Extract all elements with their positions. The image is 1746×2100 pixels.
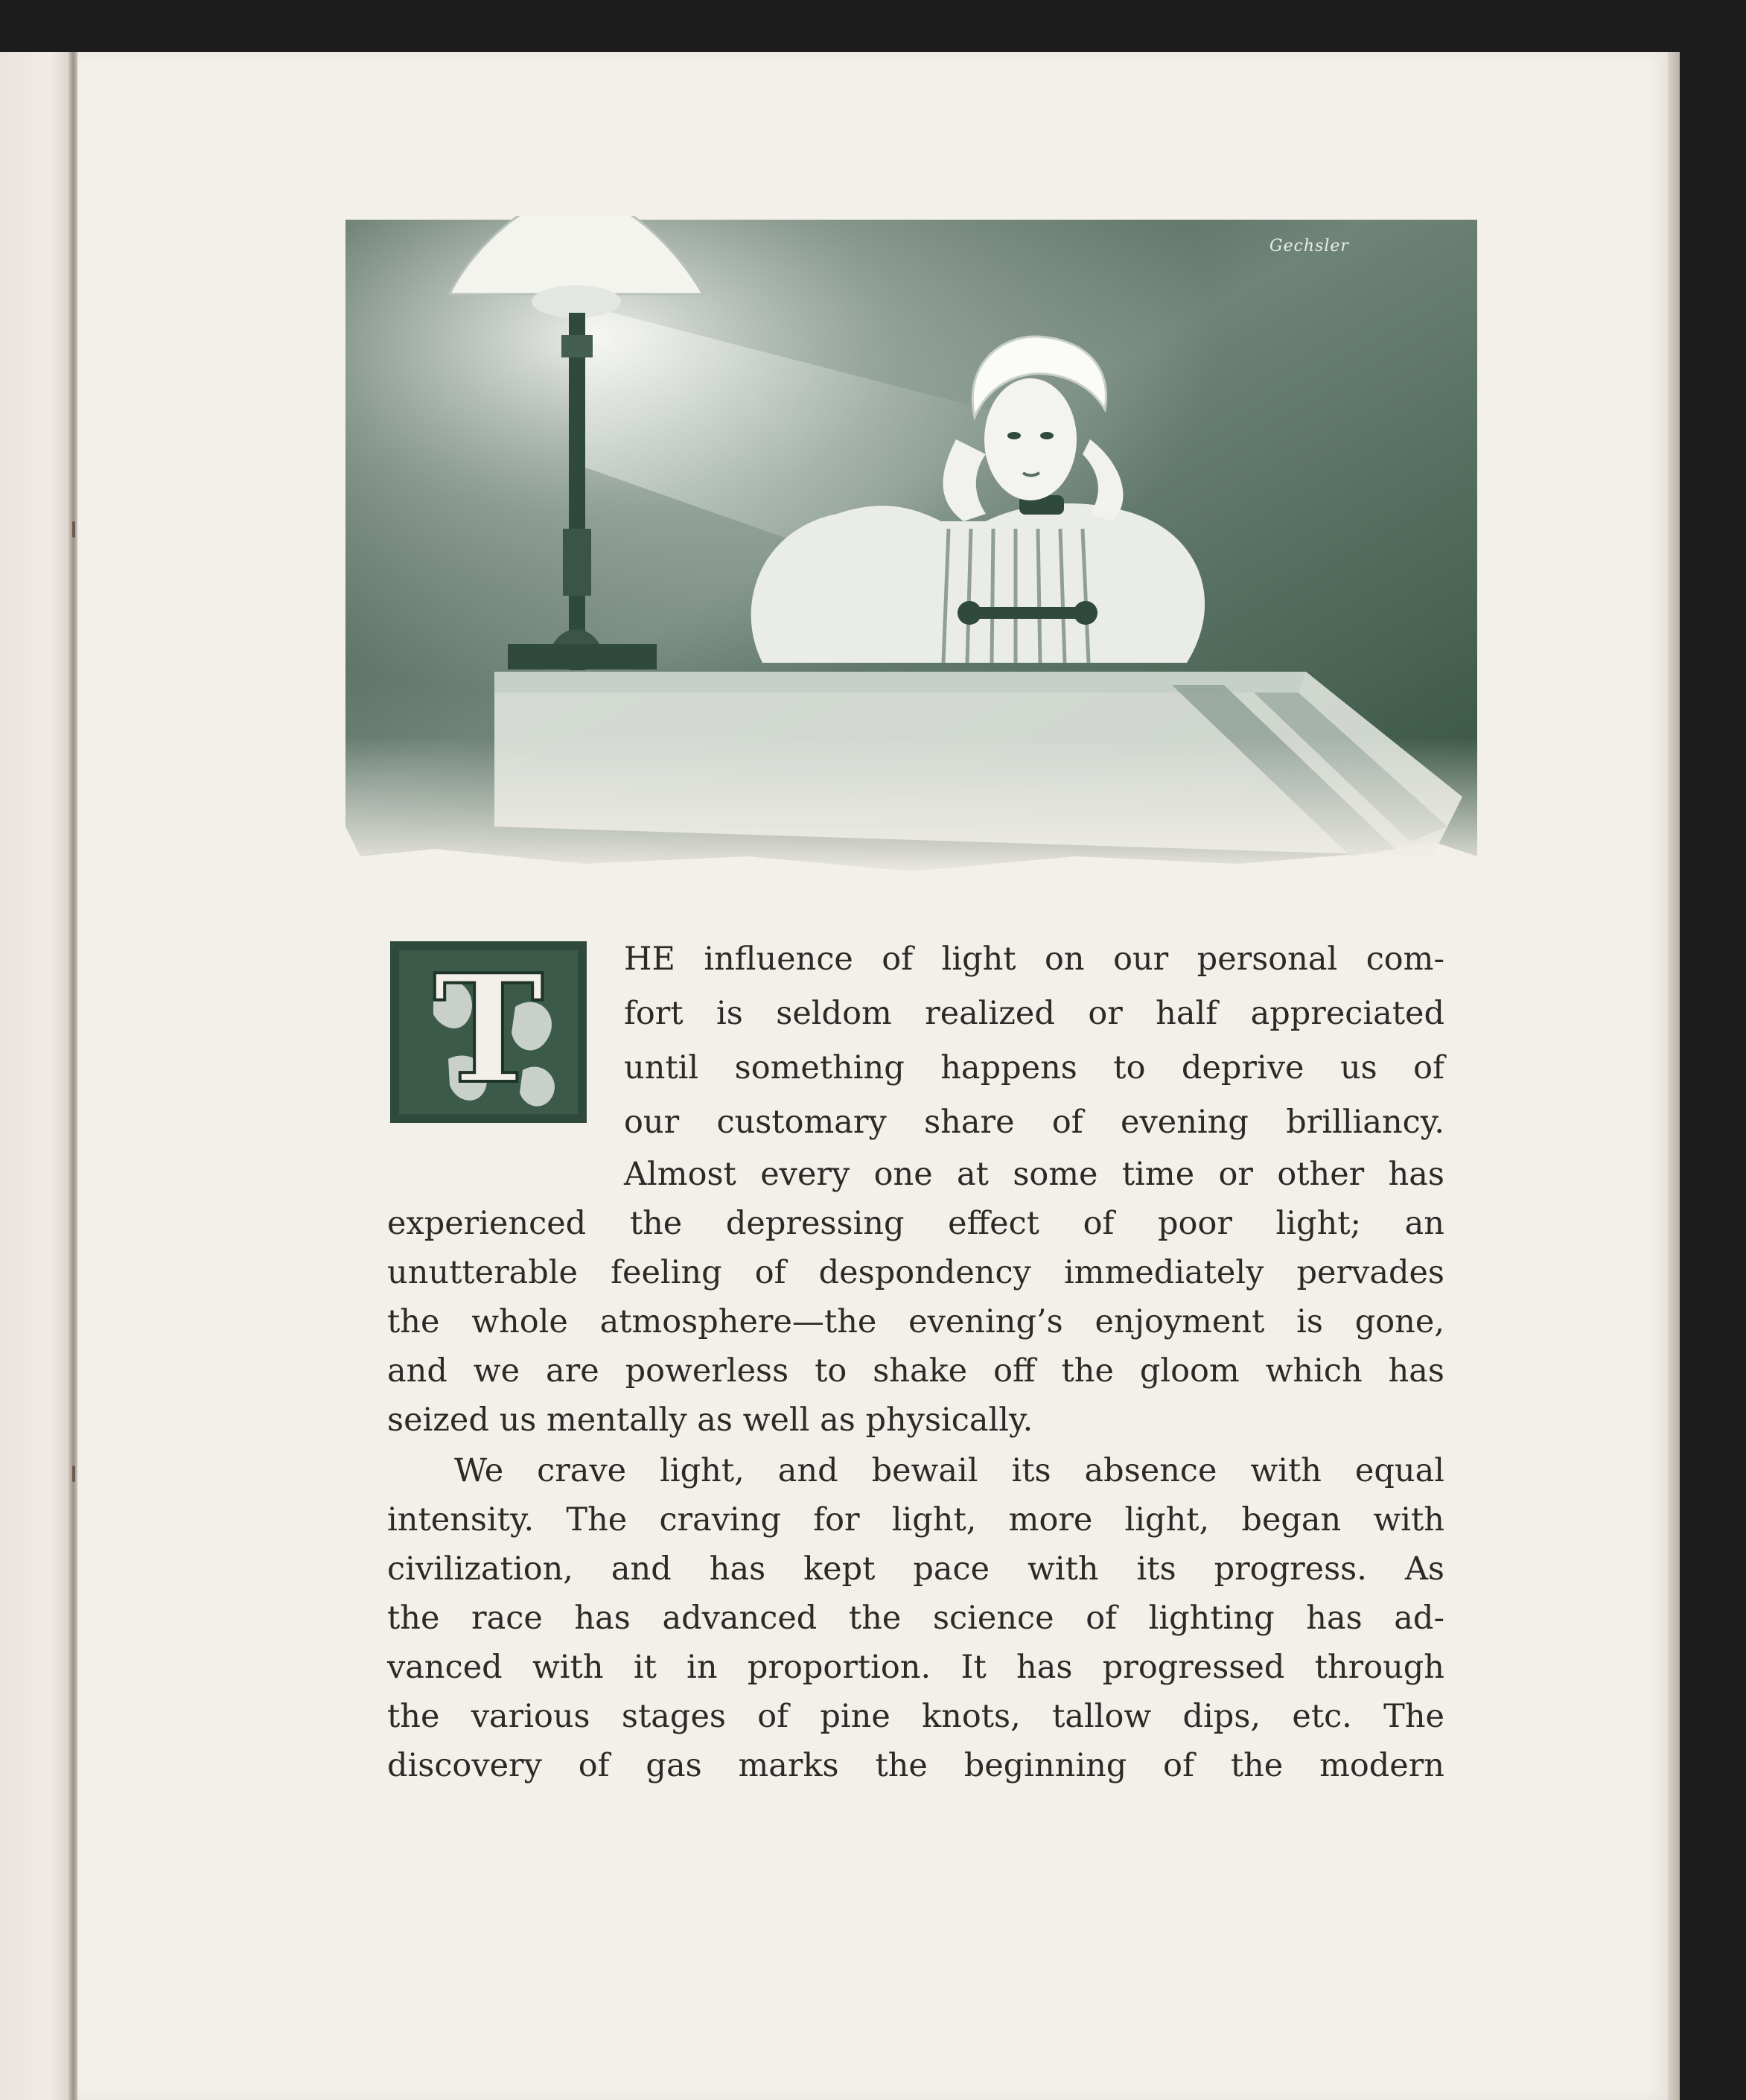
lamp-stem — [569, 313, 585, 670]
text-line: the race has advanced the science of lighting has ad- — [387, 1600, 1444, 1637]
text-line: seized us mentally as well as physically. — [387, 1401, 1033, 1439]
illustration-plate — [345, 216, 1477, 879]
text-line: unutterable feeling of despondency immediately pervades — [387, 1254, 1444, 1291]
text-line: fort is seldom realized or half appreciated — [624, 995, 1444, 1032]
text-line: HE influence of light on our personal com- — [624, 941, 1444, 978]
binding-stitch — [72, 1466, 75, 1482]
text-line: vanced with it in proportion. It has progressed through — [387, 1649, 1444, 1686]
text-line: the whole atmosphere—the evening’s enjoyment is gone, — [387, 1303, 1444, 1340]
text-line: discovery of gas marks the beginning of the modern — [387, 1747, 1444, 1784]
text-line: civilization, and has kept pace with its progress. As — [387, 1550, 1444, 1588]
opening-lines — [624, 932, 1444, 1150]
text-line: the various stages of pine knots, tallow dips, etc. The — [387, 1698, 1444, 1735]
text-line: and we are powerless to shake off the gloom which has — [387, 1352, 1444, 1390]
body-text — [387, 1150, 1444, 1790]
page-edge — [1668, 52, 1680, 2100]
text-line: experienced the depressing effect of poor light; an — [387, 1205, 1444, 1242]
drop-cap — [389, 940, 588, 1124]
text-line: We crave light, and bewail its absence with equal — [454, 1452, 1444, 1489]
facing-page-edge — [0, 52, 71, 2100]
artist-signature: Gechsler — [1269, 237, 1349, 255]
text-line: our customary share of evening brilliancy. — [624, 1104, 1444, 1141]
text-line: until something happens to deprive us of — [624, 1049, 1444, 1086]
text-line: Almost every one at some time or other has — [624, 1156, 1444, 1193]
text-line: intensity. The craving for light, more light, began with — [387, 1501, 1444, 1539]
drop-cap-letter: T — [433, 942, 544, 1117]
lamp-base — [508, 644, 657, 669]
binding-stitch — [72, 521, 75, 538]
